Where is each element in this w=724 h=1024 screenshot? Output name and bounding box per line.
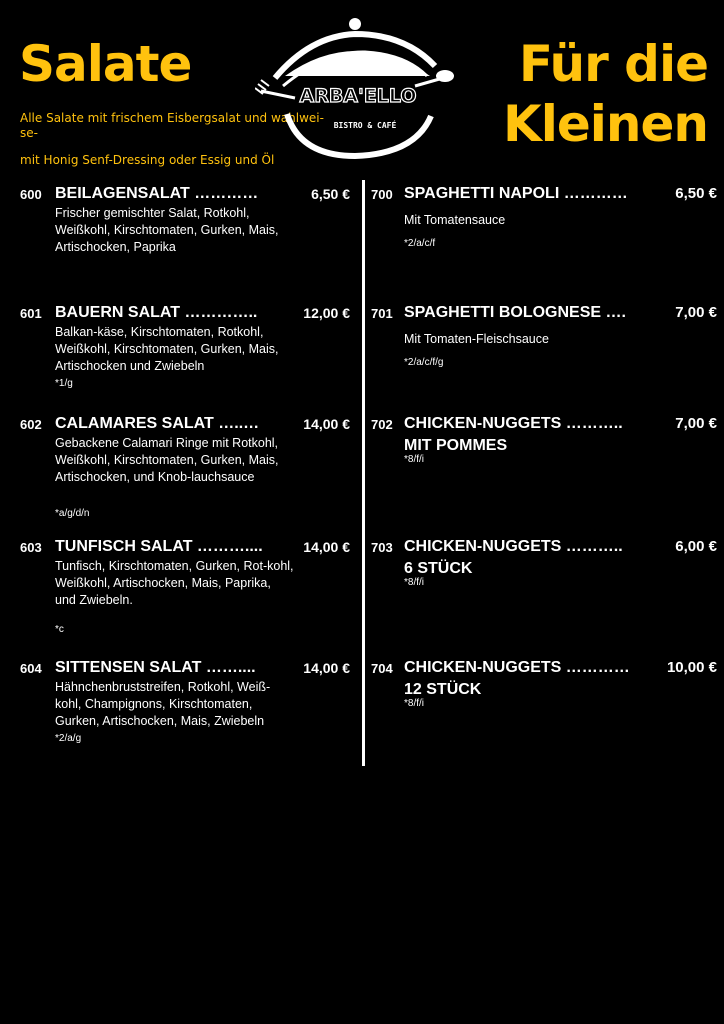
item-name: CHICKEN-NUGGETS ………… 12 STÜCK: [404, 659, 630, 698]
item-name: SITTENSEN SALAT ……....: [55, 659, 256, 676]
item-name: SPAGHETTI BOLOGNESE ….: [404, 304, 626, 321]
salads-intro-line-1: Alle Salate mit frischem Eisbergsalat und wahlwei-se-: [20, 111, 324, 140]
item-number: 701: [371, 306, 393, 321]
kids-heading: [503, 34, 708, 154]
salads-intro-line-2: mit Honig Senf-Dressing oder Essig und Öl: [20, 153, 275, 167]
logo-name: ARBA'ELLO: [299, 85, 417, 107]
item-number: 601: [20, 306, 42, 321]
item-number: 602: [20, 417, 42, 432]
item-allergen-codes: *8/f/i: [404, 454, 425, 465]
item-allergen-codes: *1/g: [55, 378, 73, 389]
item-price: 6,50 €: [675, 185, 717, 202]
item-price: 6,50 €: [311, 186, 350, 202]
item-number: 702: [371, 417, 393, 432]
item-name: BEILAGENSALAT …………: [55, 185, 259, 202]
item-price: 14,00 €: [303, 416, 350, 432]
item-allergen-codes: *2/a/c/f/g: [404, 357, 444, 368]
item-name: CALAMARES SALAT …..…: [55, 415, 260, 432]
item-name: CHICKEN-NUGGETS ……….. 6 STÜCK: [404, 538, 623, 577]
item-name: TUNFISCH SALAT ………....: [55, 538, 263, 555]
item-description: Frischer gemischter Salat, Rotkohl, Weißkohl, Kirschtomaten, Gurken, Mais, Artischocken, Paprika: [55, 206, 279, 254]
logo-tagline: BISTRO & CAFÉ: [333, 121, 397, 130]
item-description: Balkan-käse, Kirschtomaten, Rotkohl, Weißkohl, Kirschtomaten, Gurken, Mais, Artischocken und Zwiebeln: [55, 325, 279, 373]
item-number: 604: [20, 661, 42, 676]
restaurant-logo: [255, 16, 460, 161]
item-price: 14,00 €: [303, 660, 350, 676]
item-number: 603: [20, 540, 42, 555]
item-description: Gebackene Calamari Ringe mit Rotkohl, Weißkohl, Kirschtomaten, Gurken, Mais, Artischocken, und Knob-lauchsauce: [55, 436, 279, 484]
column-divider: [362, 180, 365, 766]
item-allergen-codes: *8/f/i: [404, 577, 425, 588]
item-number: 703: [371, 540, 393, 555]
kids-heading-line-2: Kleinen: [502, 95, 708, 153]
item-number: 600: [20, 187, 42, 202]
item-allergen-codes: *2/a/g: [55, 733, 82, 744]
item-description: Tunfisch, Kirschtomaten, Gurken, Rot-kohl, Weißkohl, Artischocken, Mais, Paprika, und Zwiebeln.: [55, 559, 294, 607]
item-allergen-codes: *2/a/c/f: [404, 238, 436, 249]
salads-heading: Salate: [19, 35, 192, 93]
item-price: 7,00 €: [675, 304, 717, 321]
item-description: Mit Tomatensauce: [404, 213, 506, 227]
item-price: 14,00 €: [303, 539, 350, 555]
item-number: 700: [371, 187, 393, 202]
item-allergen-codes: *c: [55, 624, 64, 635]
kids-heading-line-1: Für die: [518, 35, 708, 93]
item-price: 12,00 €: [303, 305, 350, 321]
item-name: CHICKEN-NUGGETS ……….. MIT POMMES: [404, 415, 623, 454]
item-name: SPAGHETTI NAPOLI …………: [404, 185, 628, 202]
item-name: BAUERN SALAT …………..: [55, 304, 258, 321]
item-number: 704: [371, 661, 393, 676]
item-price: 6,00 €: [675, 538, 717, 555]
item-allergen-codes: *a/g/d/n: [55, 508, 90, 519]
item-price: 10,00 €: [666, 659, 717, 676]
item-description: Hähnchenbruststreifen, Rotkohl, Weiß-kohl, Champignons, Kirschtomaten, Gurken, Artischocken, Mais, Zwiebeln: [55, 680, 271, 728]
item-description: Mit Tomaten-Fleischsauce: [404, 332, 549, 346]
item-price: 7,00 €: [675, 415, 717, 432]
item-allergen-codes: *8/f/i: [404, 698, 425, 709]
